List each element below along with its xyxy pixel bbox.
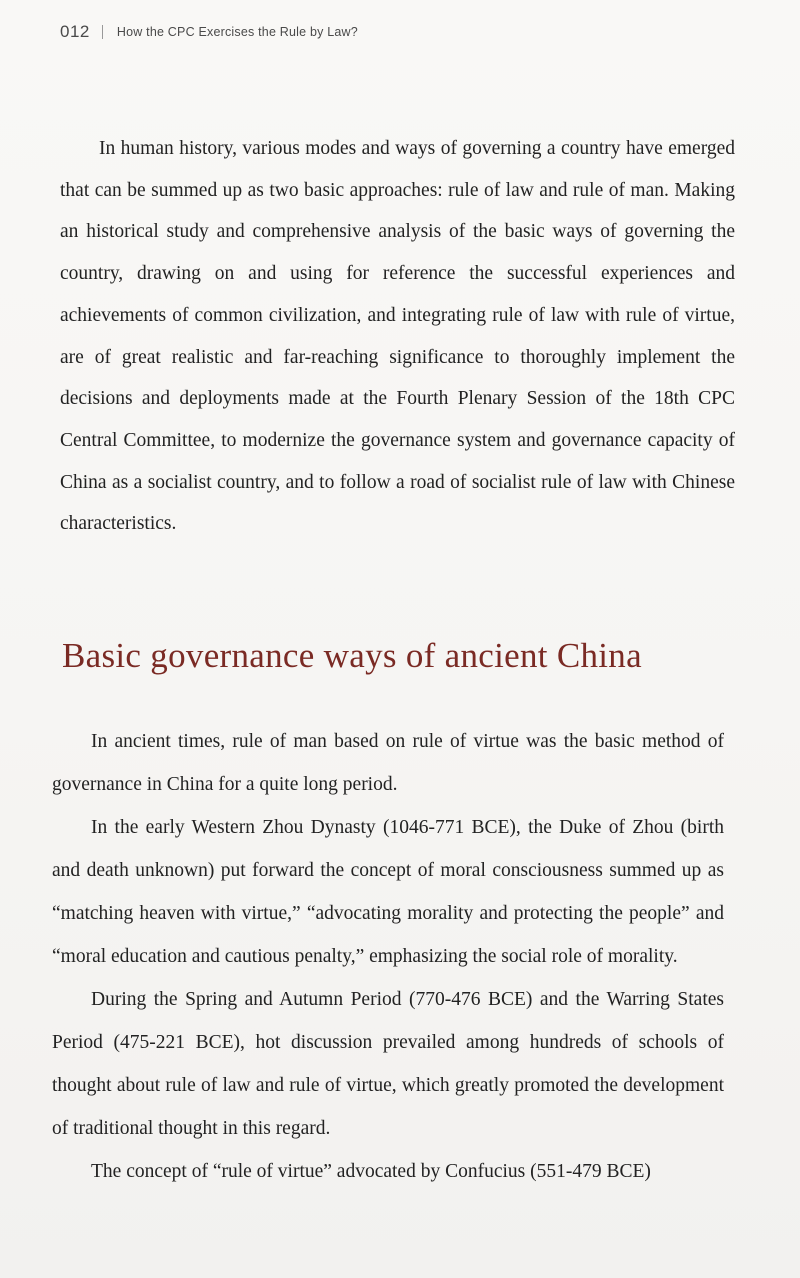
intro-paragraph: In human history, various modes and ways of governing a country have emerged that can be summed up as two basic approaches: rule of law and rule of man. Making an historical study and comprehensive analysis of the basic ways of governing the country, drawing on and using for reference the successful experiences and achievements of common civilization, and integrating rule of law with rule of virtue, are of great realistic and far-reaching significance to thoroughly implement the decisions and deployments made at the Fourth Plenary Session of the 18th CPC Central Committee, to modernize the governance system and governance capacity of China as a socialist country, and to follow a road of socialist rule of law with Chinese characteristics. <box>60 138 735 535</box>
section-body <box>52 720 724 1193</box>
body-paragraph: In the early Western Zhou Dynasty (1046-771 BCE), the Duke of Zhou (birth and death unknown) put forward the concept of moral consciousness summed up as “matching heaven with virtue,” “advocating morality and protecting the people” and “moral education and cautious penalty,” emphasizing the social role of morality. <box>52 817 724 967</box>
intro-block <box>60 128 735 545</box>
body-paragraph: In ancient times, rule of man based on rule of virtue was the basic method of governance in China for a quite long period. <box>52 731 724 795</box>
body-paragraph: During the Spring and Autumn Period (770-476 BCE) and the Warring States Period (475-221 BCE), hot discussion prevailed among hundreds of schools of thought about rule of law and rule of virtue, which greatly promoted the development of traditional thought in this regard. <box>52 989 724 1139</box>
running-head <box>60 22 358 42</box>
section-heading: Basic governance ways of ancient China <box>62 636 642 675</box>
running-head-divider <box>102 25 103 39</box>
running-head-title: How the CPC Exercises the Rule by Law? <box>116 25 358 39</box>
page-number: 012 <box>60 22 90 41</box>
body-paragraph: The concept of “rule of virtue” advocated by Confucius (551-479 BCE) <box>91 1161 651 1182</box>
